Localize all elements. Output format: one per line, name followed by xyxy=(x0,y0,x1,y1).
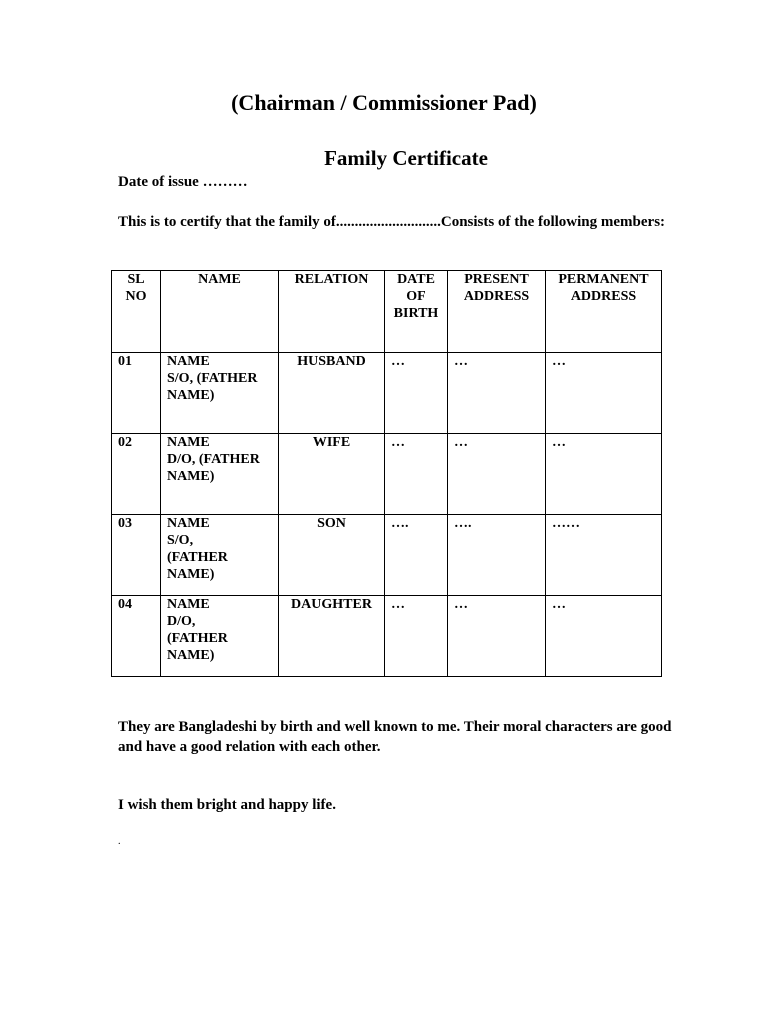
cell-permanent-address: … xyxy=(546,434,662,515)
name-line: NAME) xyxy=(167,469,215,484)
table-body xyxy=(112,353,662,677)
pad-title: (Chairman / Commissioner Pad) xyxy=(231,90,537,115)
cell-present-address: … xyxy=(448,596,546,677)
document-title: Family Certificate xyxy=(324,146,488,170)
cell-relation: WIFE xyxy=(279,434,385,515)
name-line: NAME xyxy=(167,516,210,531)
name-line: NAME xyxy=(167,354,210,369)
name-line: S/O, xyxy=(167,533,194,548)
name-line: (FATHER xyxy=(167,550,228,565)
table-row xyxy=(112,353,662,434)
cell-sl-no: 02 xyxy=(112,434,161,515)
name-line: D/O, (FATHER xyxy=(167,452,260,467)
header-present-address: PRESENT ADDRESS xyxy=(448,271,546,353)
cell-relation: DAUGHTER xyxy=(279,596,385,677)
header-permanent-address: PERMANENT ADDRESS xyxy=(546,271,662,353)
cell-name xyxy=(161,353,279,434)
name-line: NAME) xyxy=(167,388,215,403)
header-date-of-birth: DATE OF BIRTH xyxy=(385,271,448,353)
name-line: NAME xyxy=(167,435,210,450)
name-line: NAME) xyxy=(167,567,215,582)
cell-date-of-birth: … xyxy=(385,434,448,515)
cell-date-of-birth: … xyxy=(385,596,448,677)
cell-name xyxy=(161,515,279,596)
header-sl-no: SL NO xyxy=(112,271,161,353)
name-line: NAME xyxy=(167,597,210,612)
cell-permanent-address: …… xyxy=(546,515,662,596)
wish-line: I wish them bright and happy life. xyxy=(118,797,336,813)
cell-date-of-birth: … xyxy=(385,353,448,434)
table-row xyxy=(112,515,662,596)
cell-sl-no: 03 xyxy=(112,515,161,596)
table-header-row xyxy=(112,271,662,353)
header-name: NAME xyxy=(161,271,279,353)
name-line: S/O, (FATHER xyxy=(167,371,258,386)
cell-permanent-address: … xyxy=(546,353,662,434)
cell-permanent-address: … xyxy=(546,596,662,677)
family-members-table xyxy=(111,270,662,677)
header-relation: RELATION xyxy=(279,271,385,353)
name-line: D/O, xyxy=(167,614,196,629)
cell-name xyxy=(161,596,279,677)
cell-date-of-birth: …. xyxy=(385,515,448,596)
certify-statement: This is to certify that the family of............................Consists of the following members: xyxy=(118,214,666,230)
cell-present-address: … xyxy=(448,434,546,515)
name-line: (FATHER xyxy=(167,631,228,646)
cell-relation: SON xyxy=(279,515,385,596)
cell-sl-no: 01 xyxy=(112,353,161,434)
date-of-issue: Date of issue ……… xyxy=(118,174,248,190)
table-row xyxy=(112,596,662,677)
cell-present-address: … xyxy=(448,353,546,434)
table-row xyxy=(112,434,662,515)
cell-present-address: …. xyxy=(448,515,546,596)
trailing-mark: . xyxy=(118,836,121,847)
cell-name xyxy=(161,434,279,515)
closing-statement: They are Bangladeshi by birth and well known to me. Their moral characters are good and have a good relation with each other. xyxy=(118,719,672,755)
cell-sl-no: 04 xyxy=(112,596,161,677)
cell-relation: HUSBAND xyxy=(279,353,385,434)
name-line: NAME) xyxy=(167,648,215,663)
